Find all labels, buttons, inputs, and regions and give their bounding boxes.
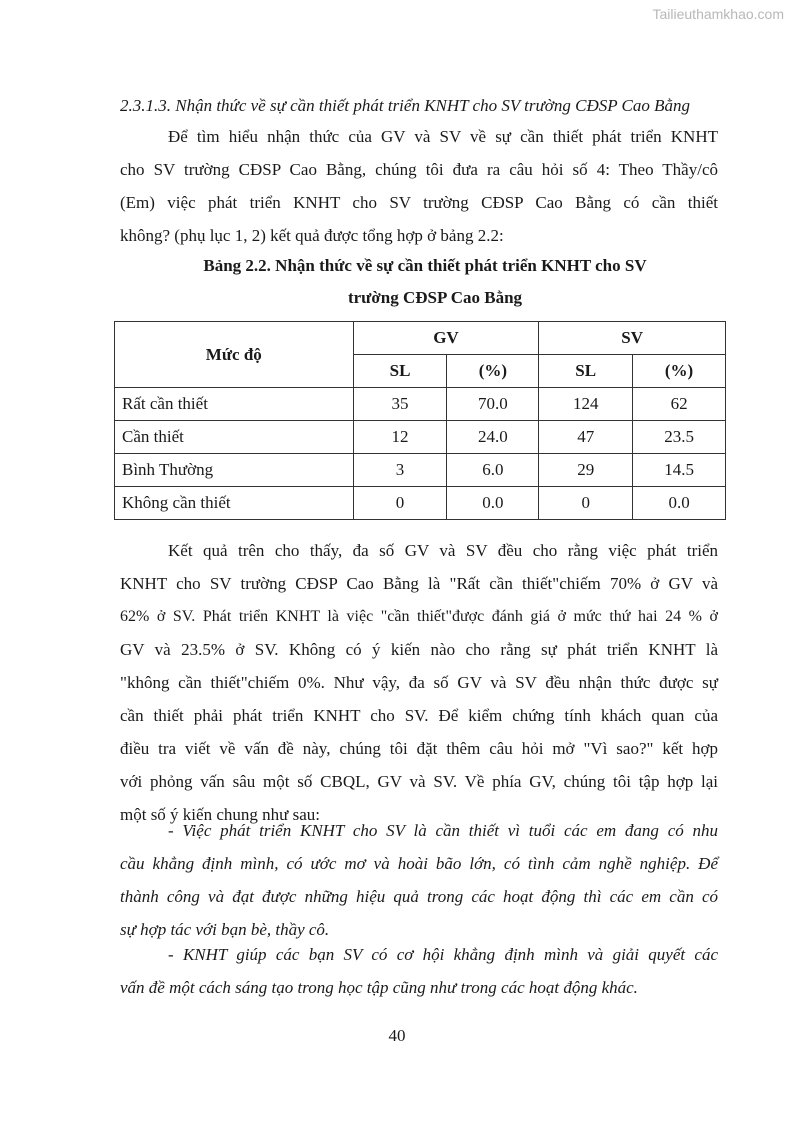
header-sv-pct: (%) [633,355,726,388]
cell-sv-sl: 0 [539,487,633,520]
cell-sv-sl: 47 [539,421,633,454]
table-caption-cont: trường CĐSP Cao Bằng [347,288,523,307]
watermark-text: Tailieuthamkhao.com [652,6,784,22]
header-level: Mức độ [115,322,354,388]
page-number: 40 [388,1026,406,1045]
text-line: thành công và đạt được những hiệu quả trong các hoạt động thì các em cần có [120,887,718,906]
text-line: - Việc phát triển KNHT cho SV là cần thiết vì tuổi các em đang có nhu [168,821,718,840]
cell-sv-sl: 29 [539,454,633,487]
text-line: "không cần thiết"chiếm 0%. Như vậy, đa số GV và SV đều nhận thức được sự [120,673,718,692]
header-sv: SV [539,322,726,355]
cell-gv-sl: 35 [353,388,447,421]
text-line: 62% ở SV. Phát triển KNHT là việc "cần thiết"được đánh giá ở mức thứ hai 24 % ở [120,608,718,625]
cell-sv-pct: 23.5 [633,421,726,454]
table-header-row [115,322,726,355]
quote-paragraph-2 [120,938,718,1004]
cell-sv-pct: 14.5 [633,454,726,487]
text-line: cho SV trường CĐSP Cao Bằng, chúng tôi đưa ra câu hỏi số 4: Theo Thầy/cô [120,160,718,179]
row-label: Bình Thường [115,454,354,487]
header-gv-sl: SL [353,355,447,388]
cell-gv-sl: 12 [353,421,447,454]
section-heading: 2.3.1.3. Nhận thức về sự cần thiết phát triển KNHT cho SV trường CĐSP Cao Bằng [120,96,691,115]
cell-sv-pct: 0.0 [633,487,726,520]
cell-gv-sl: 3 [353,454,447,487]
text-line: - KNHT giúp các bạn SV có cơ hội khẳng định mình và giải quyết các [168,945,718,964]
awareness-table [114,321,726,520]
table-row [115,421,726,454]
table-caption: Bảng 2.2. Nhận thức về sự cần thiết phát triển KNHT cho SV [203,256,647,275]
text-line: điều tra viết về vấn đề này, chúng tôi đặt thêm câu hỏi mở "Vì sao?" kết hợp [120,739,718,758]
cell-gv-pct: 70.0 [447,388,539,421]
cell-gv-pct: 6.0 [447,454,539,487]
table-row [115,454,726,487]
header-sv-sl: SL [539,355,633,388]
text-line: không? (phụ lục 1, 2) kết quả được tổng hợp ở bảng 2.2: [120,226,504,245]
text-line: GV và 23.5% ở SV. Không có ý kiến nào cho rằng sự phát triển KNHT là [120,640,718,659]
cell-sv-pct: 62 [633,388,726,421]
cell-sv-sl: 124 [539,388,633,421]
text-line: vấn đề một cách sáng tạo trong học tập cũng như trong các hoạt động khác. [120,978,638,997]
text-line: cần thiết phải phát triển KNHT cho SV. Để kiểm chứng tính khách quan của [120,706,718,725]
cell-gv-pct: 24.0 [447,421,539,454]
row-label: Cần thiết [115,421,354,454]
text-line: một số ý kiến chung như sau: [120,805,320,824]
cell-gv-sl: 0 [353,487,447,520]
table-row [115,388,726,421]
text-line: KNHT cho SV trường CĐSP Cao Bằng là "Rất cần thiết"chiếm 70% ở GV và [120,574,718,593]
header-gv: GV [353,322,539,355]
cell-gv-pct: 0.0 [447,487,539,520]
text-line: Kết quả trên cho thấy, đa số GV và SV đều cho rằng việc phát triển [168,541,718,560]
text-line: với phỏng vấn sâu một số CBQL, GV và SV. Về phía GV, chúng tôi tập hợp lại [120,772,718,791]
quote-paragraph-1 [120,814,718,946]
text-line: Để tìm hiểu nhận thức của GV và SV về sự cần thiết phát triển KNHT [168,127,718,146]
header-gv-pct: (%) [447,355,539,388]
result-paragraph [120,534,718,831]
intro-paragraph [120,120,718,252]
text-line: (Em) việc phát triển KNHT cho SV trường CĐSP Cao Bằng có cần thiết [120,193,718,212]
text-line: cầu khẳng định mình, có ước mơ và hoài bão lớn, có tình cảm nghề nghiệp. Để [120,854,718,873]
row-label: Không cần thiết [115,487,354,520]
table-row [115,487,726,520]
text-line: sự hợp tác với bạn bè, thầy cô. [120,920,330,939]
row-label: Rất cần thiết [115,388,354,421]
